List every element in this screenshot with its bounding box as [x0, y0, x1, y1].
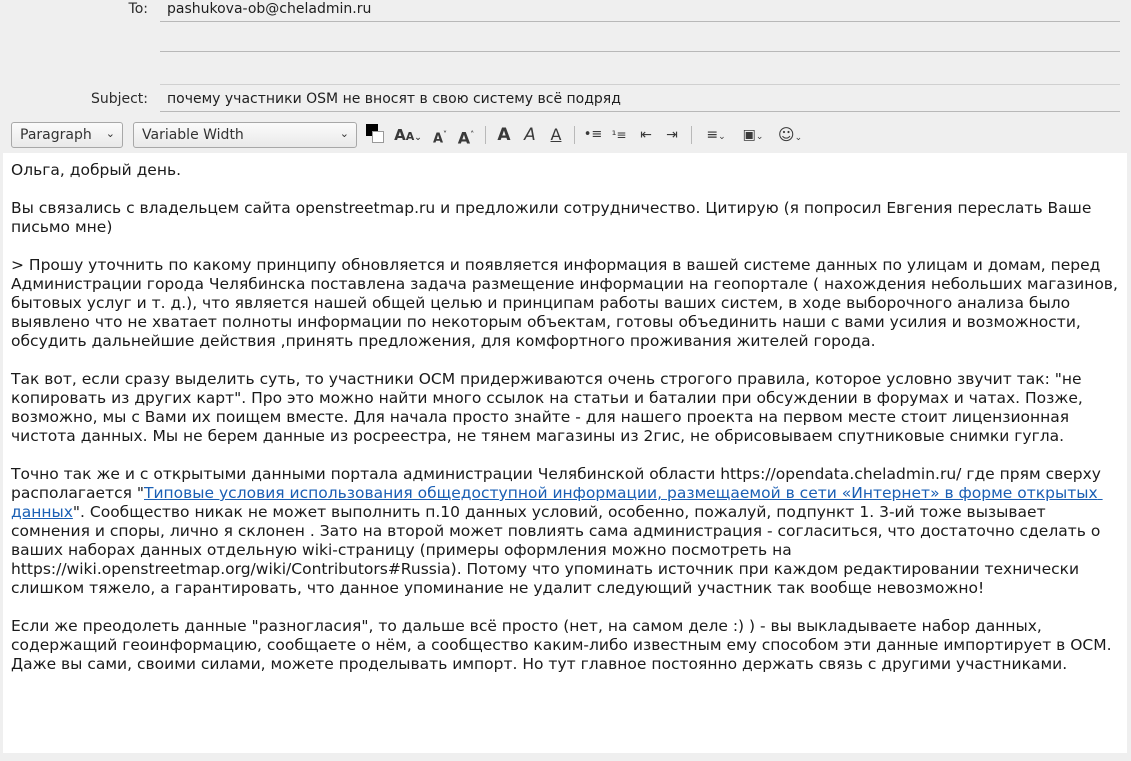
insert-image-icon[interactable]: ▣⌄ — [742, 127, 764, 143]
quoted-paragraph: > Прошу уточнить по какому принципу обновляется и появляется информация в вашей системе данных по улицам и домам, перед Администрации города Челябинска поставлена задача размещение информации на геопортале ( нахождения небольших магазинов, бытовых услуг и т. д.), что является нашей общей целью и принципам работы ваших систем, в ходе выборочного анализа было выявлено что не хватает полноты информации по некоторым объектам, готовы объединить наши с вами усилия и возможности, обсудить дальнейшие действия ,принять предложения, для комфортного проживания жителей города. — [11, 256, 1123, 350]
smaller-text-icon[interactable]: A˅ — [432, 130, 448, 147]
chevron-down-icon: ⌄ — [339, 127, 349, 140]
emoji-icon[interactable]: ☺⌄ — [777, 125, 803, 144]
font-size-icon[interactable]: AA⌄ — [394, 126, 422, 144]
to-label: To: — [128, 1, 148, 17]
numbered-list-icon[interactable]: ¹≡ — [611, 128, 627, 142]
outdent-icon[interactable]: ⇤ — [640, 127, 652, 143]
toolbar-separator — [574, 126, 575, 144]
indent-icon[interactable]: ⇥ — [666, 127, 678, 143]
align-icon[interactable]: ≡⌄ — [706, 127, 726, 143]
font-family-value: Variable Width — [142, 127, 244, 143]
paragraph-format-select[interactable] — [11, 122, 123, 148]
larger-text-icon[interactable]: A˄ — [457, 128, 475, 148]
chevron-down-icon: ⌄ — [105, 127, 115, 140]
body-paragraph: Так вот, если сразу выделить суть, то участники ОСМ придерживаются очень строгого правила, которое условно звучит так: "не копировать из других карт". Про это можно найти много ссылок на статьи и баталии при обсуждении в форумах и чатах. Позже, возможно, мы с Вами их поищем вместе. Для начала просто знайте - для нашего проекта на первом месте стоит лицензионная чистота данных. Мы не берем данные из росреестра, не тянем магазины из 2гис, не обрисовываем спутниковые снимки гугла. — [11, 370, 1088, 445]
underline-icon[interactable]: A — [550, 125, 562, 144]
terms-link[interactable]: Типовые условия использования общедоступной информации, размещаемой в сети «Интернет» в форме открытых данных — [11, 484, 1103, 521]
recipient-field-empty[interactable] — [160, 30, 1120, 52]
body-paragraph — [11, 465, 1119, 598]
paragraph-format-value: Paragraph — [20, 127, 92, 143]
italic-icon[interactable]: A — [524, 125, 536, 145]
body-paragraph: Если же преодолеть данные "разногласия", то дальше всё просто (нет, на самом деле :) ) - вы выкладываете набор данных, содержащий геоинформацию, сообщаете о нём, а сообщество каким-либо известным ему способом эти данные импортирует в ОСМ. Даже вы сами, своими силами, можете проделывать импорт. Но тут главное постоянно держать связь с другими участниками. — [11, 617, 1117, 673]
body-paragraph: Вы связались с владельцем сайта openstreetmap.ru и предложили сотрудничество. Цитирую (я попросил Евгения переслать Ваше письмо мне) — [11, 199, 1097, 236]
subject-input[interactable]: почему участники OSM не вносят в свою систему всё подряд — [167, 91, 621, 107]
paragraph-text: Точно так же и с открытыми данными портала администрации Челябинской области https://opendata.cheladmin.ru/ где прям сверху располагается " — [11, 465, 1106, 502]
toolbar-separator — [691, 126, 692, 144]
paragraph-text: ". Сообщество никак не может выполнить п.10 данных условий, особенно, пожалуй, подпункт 1. 3-ий тоже вызывает сомнения и споры, лично я склонен . Зато на второй может повлиять сама администрация - согласиться, что достаточно сделать о ваших наборах данных отдельную wiki-страницу (примеры оформления можно посмотреть на https://wiki.openstreetmap.org/wiki/Contributors#Russia). Потому что упоминать источник при каждом редактировании технически слишком тяжело, а гарантировать, что данное упоминание не удалит следующий участник так вообще невозможно! — [11, 503, 1106, 597]
subject-row — [0, 84, 1131, 112]
to-recipient[interactable]: pashukova-ob@cheladmin.ru — [167, 1, 372, 17]
text-color-icon[interactable] — [366, 124, 386, 146]
greeting-paragraph: Ольга, добрый день. — [11, 161, 182, 179]
message-content — [11, 161, 1123, 693]
toolbar-separator — [485, 126, 486, 144]
bullet-list-icon[interactable]: •≡ — [583, 127, 603, 142]
to-row — [0, 0, 1131, 22]
message-body-editor[interactable] — [3, 153, 1127, 753]
subject-label: Subject: — [90, 91, 148, 107]
formatting-toolbar — [0, 118, 1131, 154]
bold-icon[interactable]: A — [497, 125, 511, 145]
font-family-select[interactable] — [133, 122, 357, 148]
